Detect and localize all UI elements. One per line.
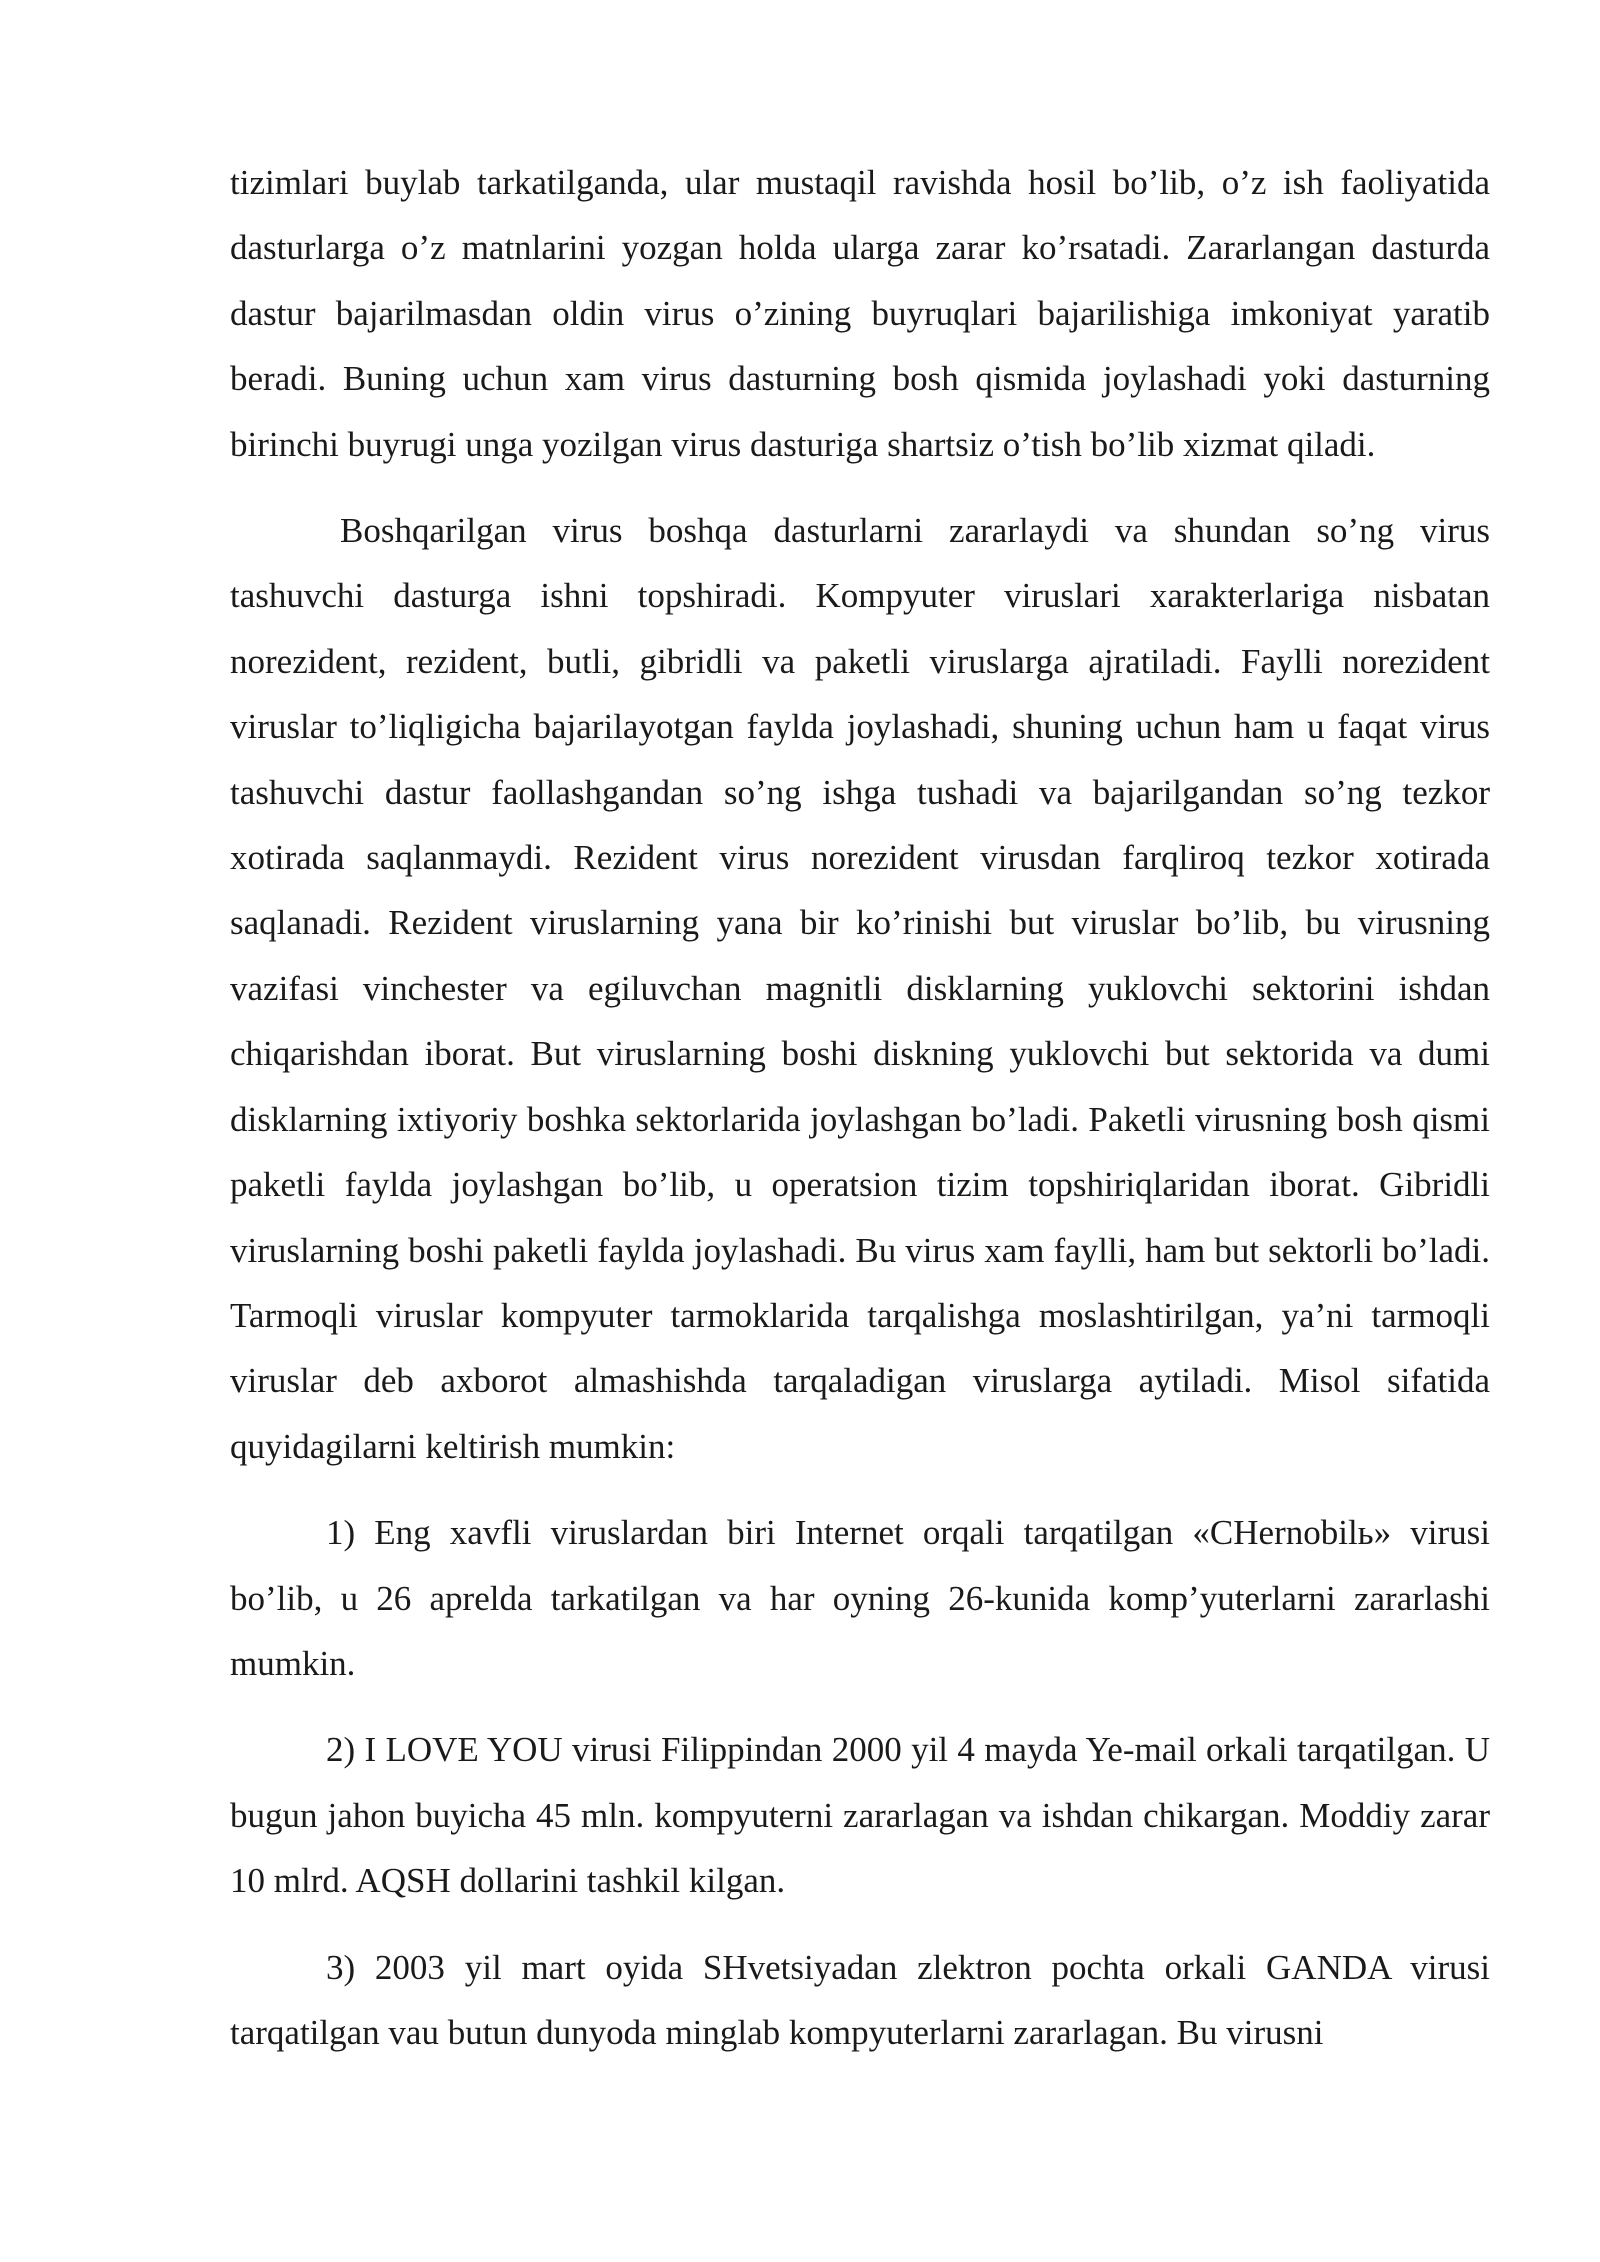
list-item-chernobil: 1) Eng xavfli viruslardan biri Internet orqali tarqatilgan «CHernobilь» virusi bo’lib, u 26 aprelda tarkatilgan va har oyning 26-kunida komp’yuterlarni zararlashi mumkin. xyxy=(230,1513,1490,1683)
document-page xyxy=(230,150,1490,2065)
paragraph-virus-types: Boshqarilgan virus boshqa dasturlarni zararlaydi va shundan so’ng virus tashuvchi dasturga ishni topshiradi. Kompyuter viruslari xarakterlariga nisbatan norezident, rezident, butli, gibridli va paketli viruslarga ajratiladi. Faylli norezident viruslar to’liqligicha bajarilayotgan faylda joylashadi, shuning uchun ham u faqat virus tashuvchi dastur faollashgandan so’ng ishga tushadi va bajarilgandan so’ng tezkor xotirada saqlanmaydi. Rezident virus norezident virusdan farqliroq tezkor xotirada saqlanadi. Rezident viruslarning yana bir ko’rinishi but viruslar bo’lib, bu virusning vazifasi vinchester va egiluvchan magnitli disklarning yuklovchi sektorini ishdan chiqarishdan iborat. But viruslarning boshi diskning yuklovchi but sektorida va dumi disklarning ixtiyoriy boshka sektorlarida joylashgan bo’ladi. Paketli virusning bosh qismi paketli faylda joylashgan bo’lib, u operatsion tizim topshiriqlaridan iborat. Gibridli viruslarning boshi paketli faylda joylashadi. Bu virus xam faylli, ham but sektorli bo’ladi. Tarmoqli viruslar kompyuter tarmoklarida tarqalishga moslashtirilgan, ya’ni tarmoqli viruslar deb axborot almashishda tarqaladigan viruslarga aytiladi. Misol sifatida quyidagilarni keltirish mumkin: xyxy=(230,511,1490,1466)
list-item-i-love-you: 2) I LOVE YOU virusi Filippindan 2000 yil 4 mayda Ye-mail orkali tarqatilgan. U bugun jahon buyicha 45 mln. kompyuterni zararlagan va ishdan chikargan. Moddiy zarar 10 mlrd. AQSH dollarini tashkil kilgan. xyxy=(230,1730,1490,1901)
list-item-ganda: 3) 2003 yil mart oyida SHvetsiyadan zlektron pochta orkali GANDA virusi tarqatilgan vau butun dunyoda minglab kompyuterlarni zararlagan. Bu virusni xyxy=(230,1947,1490,2052)
paragraph-continuation: tizimlari buylab tarkatilganda, ular mustaqil ravishda hosil bo’lib, o’z ish faoliyatida dasturlarga o’z matnlarini yozgan holda ularga zarar ko’rsatadi. Zararlangan dasturda dastur bajarilmasdan oldin virus o’zining buyruqlari bajarilishiga imkoniyat yaratib beradi. Buning uchun xam virus dasturning bosh qismida joylashadi yoki dasturning birinchi buyrugi unga yozilgan virus dasturiga shartsiz o’tish bo’lib xizmat qiladi. xyxy=(230,163,1490,464)
